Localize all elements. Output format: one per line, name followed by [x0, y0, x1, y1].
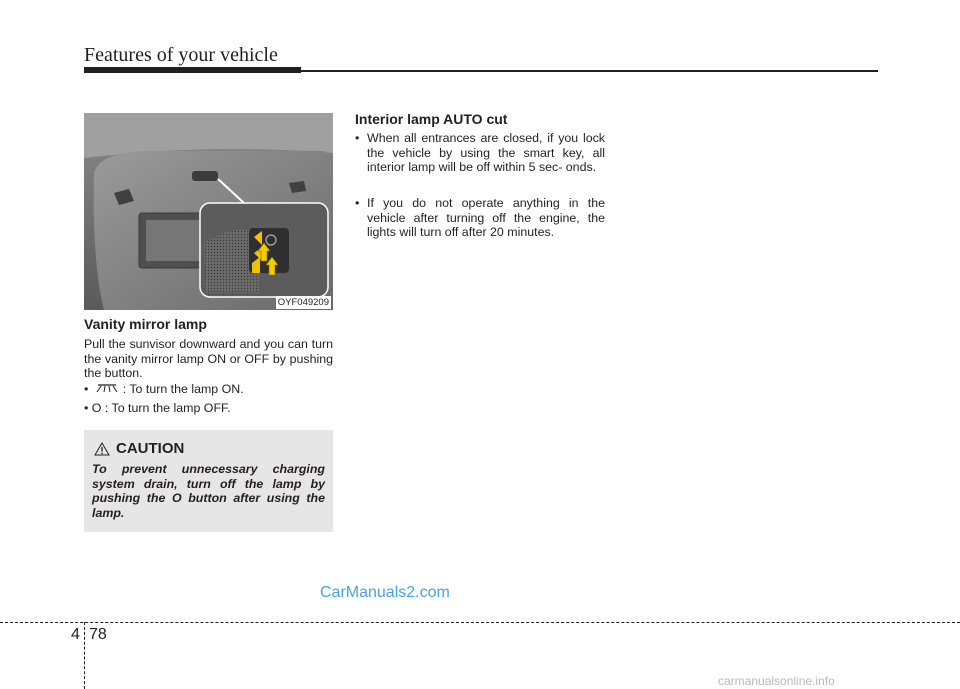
auto-cut-bullet-2: [355, 196, 605, 240]
chapter-number: 4: [71, 626, 80, 643]
bullet: •: [355, 131, 360, 145]
vanity-on-item: [84, 382, 333, 397]
auto-cut-text-2: If you do not operate anything in the vehicle after turning off the engine, the lights will turn off after 20 minutes.: [367, 196, 605, 239]
bullet: •: [355, 196, 360, 210]
header-rule: [84, 70, 878, 72]
caution-header: [94, 440, 184, 457]
vanity-intro: Pull the sunvisor downward and you can turn the vanity mirror lamp ON or OFF by pushing the button.: [84, 337, 333, 380]
footer-rule: [0, 622, 960, 623]
caution-text: To prevent unnecessary charging system drain, turn off the lamp by pushing the O button after using the lamp.: [92, 462, 325, 520]
lamp-on-icon: [95, 383, 119, 394]
vanity-on-text: : To turn the lamp ON.: [122, 382, 244, 396]
bullet: •: [84, 401, 92, 415]
page-header-title: Features of your vehicle: [84, 44, 278, 66]
figure-code: OYF049209: [277, 297, 329, 308]
caution-box: [84, 430, 333, 532]
auto-cut-text-1: When all entrances are closed, if you lock the vehicle by using the smart key, all interior lamp will be off within 5 sec- onds.: [367, 131, 605, 174]
vanity-off-item: [84, 401, 333, 416]
footer-divider: [84, 622, 85, 689]
caution-title: CAUTION: [116, 440, 185, 457]
watermark-link[interactable]: CarManuals2.com: [320, 584, 450, 601]
site-watermark: carmanualsonline.info: [718, 674, 835, 688]
auto-cut-heading: Interior lamp AUTO cut: [355, 111, 508, 127]
sunvisor-illustration: [84, 113, 333, 310]
bullet: •: [84, 382, 92, 396]
vanity-off-text: O : To turn the lamp OFF.: [91, 401, 231, 415]
sunvisor-photo: [84, 113, 333, 310]
warning-triangle-icon: [94, 442, 110, 456]
vanity-mirror-heading: Vanity mirror lamp: [84, 316, 207, 332]
page-number: 78: [89, 626, 107, 643]
auto-cut-bullet-1: [355, 131, 605, 175]
